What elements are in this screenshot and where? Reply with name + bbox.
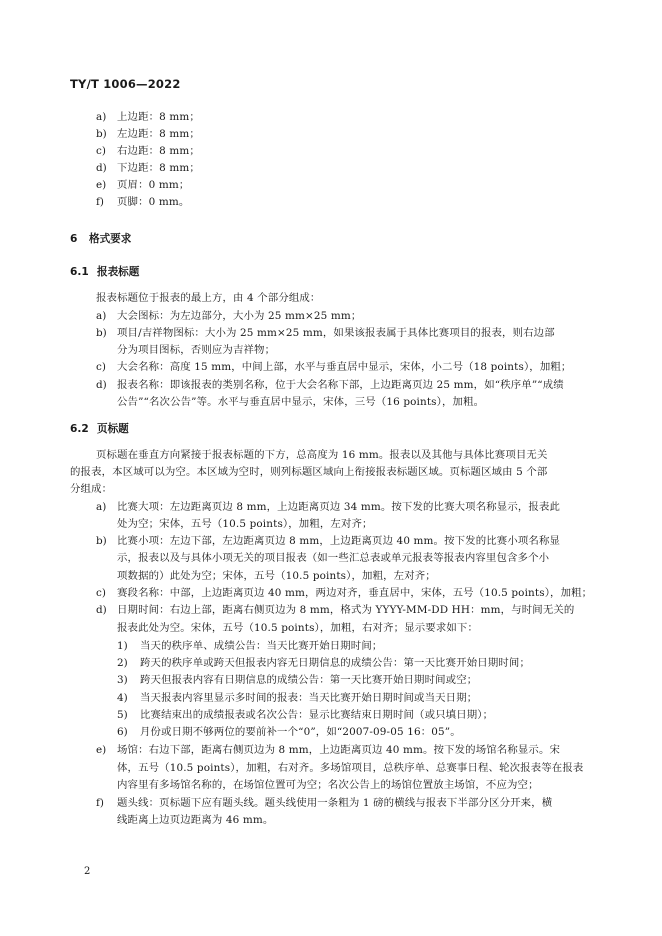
list-label: d) [96,379,107,391]
list-label: b) [96,128,107,140]
list-label: c) [96,587,106,599]
sublist-label: 1) [117,640,128,652]
list-label: e) [96,744,107,756]
sublist-label: 6) [117,726,128,738]
sublist-label: 2) [117,657,128,669]
paragraph-line: 分组成： [70,483,113,495]
page-number: 2 [84,866,91,877]
sublist-item: 比赛结束出的成绩报表或名次公告：显示比赛结束日期时间（或只填日期）； [140,709,494,721]
list-item: 比赛小项：左边下部，左边距离页边 8 mm，上边距离页边 40 mm。按下发的比赛小项名称显 [117,535,561,547]
list-item-continuation: 线距离上边页边距离为 46 mm。 [117,814,274,826]
list-item: 项目/吉祥物图标：大小为 25 mm×25 mm，如果该报表属于具体比赛项目的报表，则右边部 [117,327,555,339]
list-label: b) [96,327,107,339]
list-item-continuation: 内容里有多场馆名称的，在场馆位置可为空；名次公告上的场馆位置放主场馆，不应为空； [117,779,539,791]
section-title: 格式要求 [89,233,132,245]
list-item-continuation: 体，五号（10.5 points），加粗，右对齐。多场馆项目，总秩序单、总赛事日程、轮次报表等在报表 [117,762,584,774]
list-item: 赛段名称：中部，上边距离页边 40 mm，两边对齐，垂直居中，宋体，五号（10.5 points），加粗； [117,587,593,599]
list-label: d) [96,604,107,616]
list-item-continuation: 项数据的）此处为空；宋体，五号（10.5 points），加粗，左对齐； [117,570,436,582]
subsection-number: 6.2 [70,423,89,435]
section-number: 6 [70,233,78,245]
sublist-label: 3) [117,674,128,686]
list-label: d) [96,162,107,174]
sublist-label: 4) [117,692,128,704]
list-item: 下边距：8 mm； [117,162,200,174]
paragraph-line: 的报表，本区域可以为空。本区域为空时，则列标题区域向上衔接报表标题区域。页标题区域由 5 个部 [70,466,548,478]
list-item: 大会图标：为左边部分，大小为 25 mm×25 mm； [117,310,362,322]
list-label: a) [96,310,107,322]
list-item: 大会名称：高度 15 mm，中间上部，水平与垂直居中显示，宋体，小二号（18 points），加粗； [117,361,572,373]
list-item: 页脚：0 mm。 [117,196,190,208]
list-item-continuation: 分为项目图标，否则应为吉祥物； [117,344,276,356]
list-label: f) [96,196,104,208]
paragraph-line: 页标题在垂直方向紧接于报表标题的下方，总高度为 16 mm。报表以及其他与具体比赛项目无关 [96,449,548,461]
list-label: c) [96,361,106,373]
list-item: 题头线：页标题下应有题头线。题头线使用一条粗为 1 磅的横线与报表下半部分区分开来，横 [117,797,553,809]
list-label: b) [96,535,107,547]
list-item-continuation: 报表此处为空。宋体，五号（10.5 points），加粗，右对齐；显示要求如下： [117,622,478,634]
document-id-header: TY/T 1006—2022 [70,77,181,91]
subsection-number: 6.1 [70,266,89,278]
sublist-item: 当天的秩序单、成绩公告：当天比赛开始日期时间； [140,640,383,652]
list-label: e) [96,179,107,191]
sublist-item: 月份或日期不够两位的要前补一个“0”，如“2007-09-05 16：05”。 [140,726,461,738]
list-label: a) [96,501,107,513]
sublist-item: 跨天但报表内容有日期信息的成绩公告：第一天比赛开始日期时间或空； [140,674,478,686]
list-item-continuation: 示，报表以及与具体小项无关的项目报表（如一些汇总表或单元报表等报表内容里包含多个小 [117,552,550,564]
list-label: a) [96,111,107,123]
list-item: 页眉：0 mm； [117,179,190,191]
subsection-title: 页标题 [97,423,129,435]
list-item: 左边距：8 mm； [117,128,200,140]
list-item: 上边距：8 mm； [117,111,200,123]
sublist-item: 当天报表内容里显示多时间的报表：当天比赛开始日期时间或当天日期； [140,692,478,704]
subsection-title: 报表标题 [97,266,140,278]
list-item: 日期时间：右边上部，距离右侧页边为 8 mm，格式为 YYYY-MM-DD HH：mm，与时间无关的 [117,604,575,616]
list-label: c) [96,145,106,157]
list-item-continuation: 处为空；宋体，五号（10.5 points），加粗，左对齐； [117,518,373,530]
list-item: 右边距：8 mm； [117,145,200,157]
list-item: 报表名称：即该报表的类别名称，位于大会名称下部，上边距离页边 25 mm，如“秩序单”“成绩 [117,379,564,391]
sublist-label: 5) [117,709,128,721]
list-item-continuation: 公告”“名次公告”等。水平与垂直居中显示，宋体，三号（16 points），加粗。 [117,396,485,408]
list-item: 比赛大项：左边距离页边 8 mm，上边距离页边 34 mm。按下发的比赛大项名称显示，报表此 [117,501,561,513]
paragraph: 报表标题位于报表的最上方，由 4 个部分组成： [96,292,321,304]
list-label: f) [96,797,104,809]
list-item: 场馆：右边下部，距离右侧页边为 8 mm，上边距离页边 40 mm。按下发的场馆名称显示。宋 [117,744,561,756]
sublist-item: 跨天的秩序单或跨天但报表内容无日期信息的成绩公告：第一天比赛开始日期时间； [140,657,530,669]
